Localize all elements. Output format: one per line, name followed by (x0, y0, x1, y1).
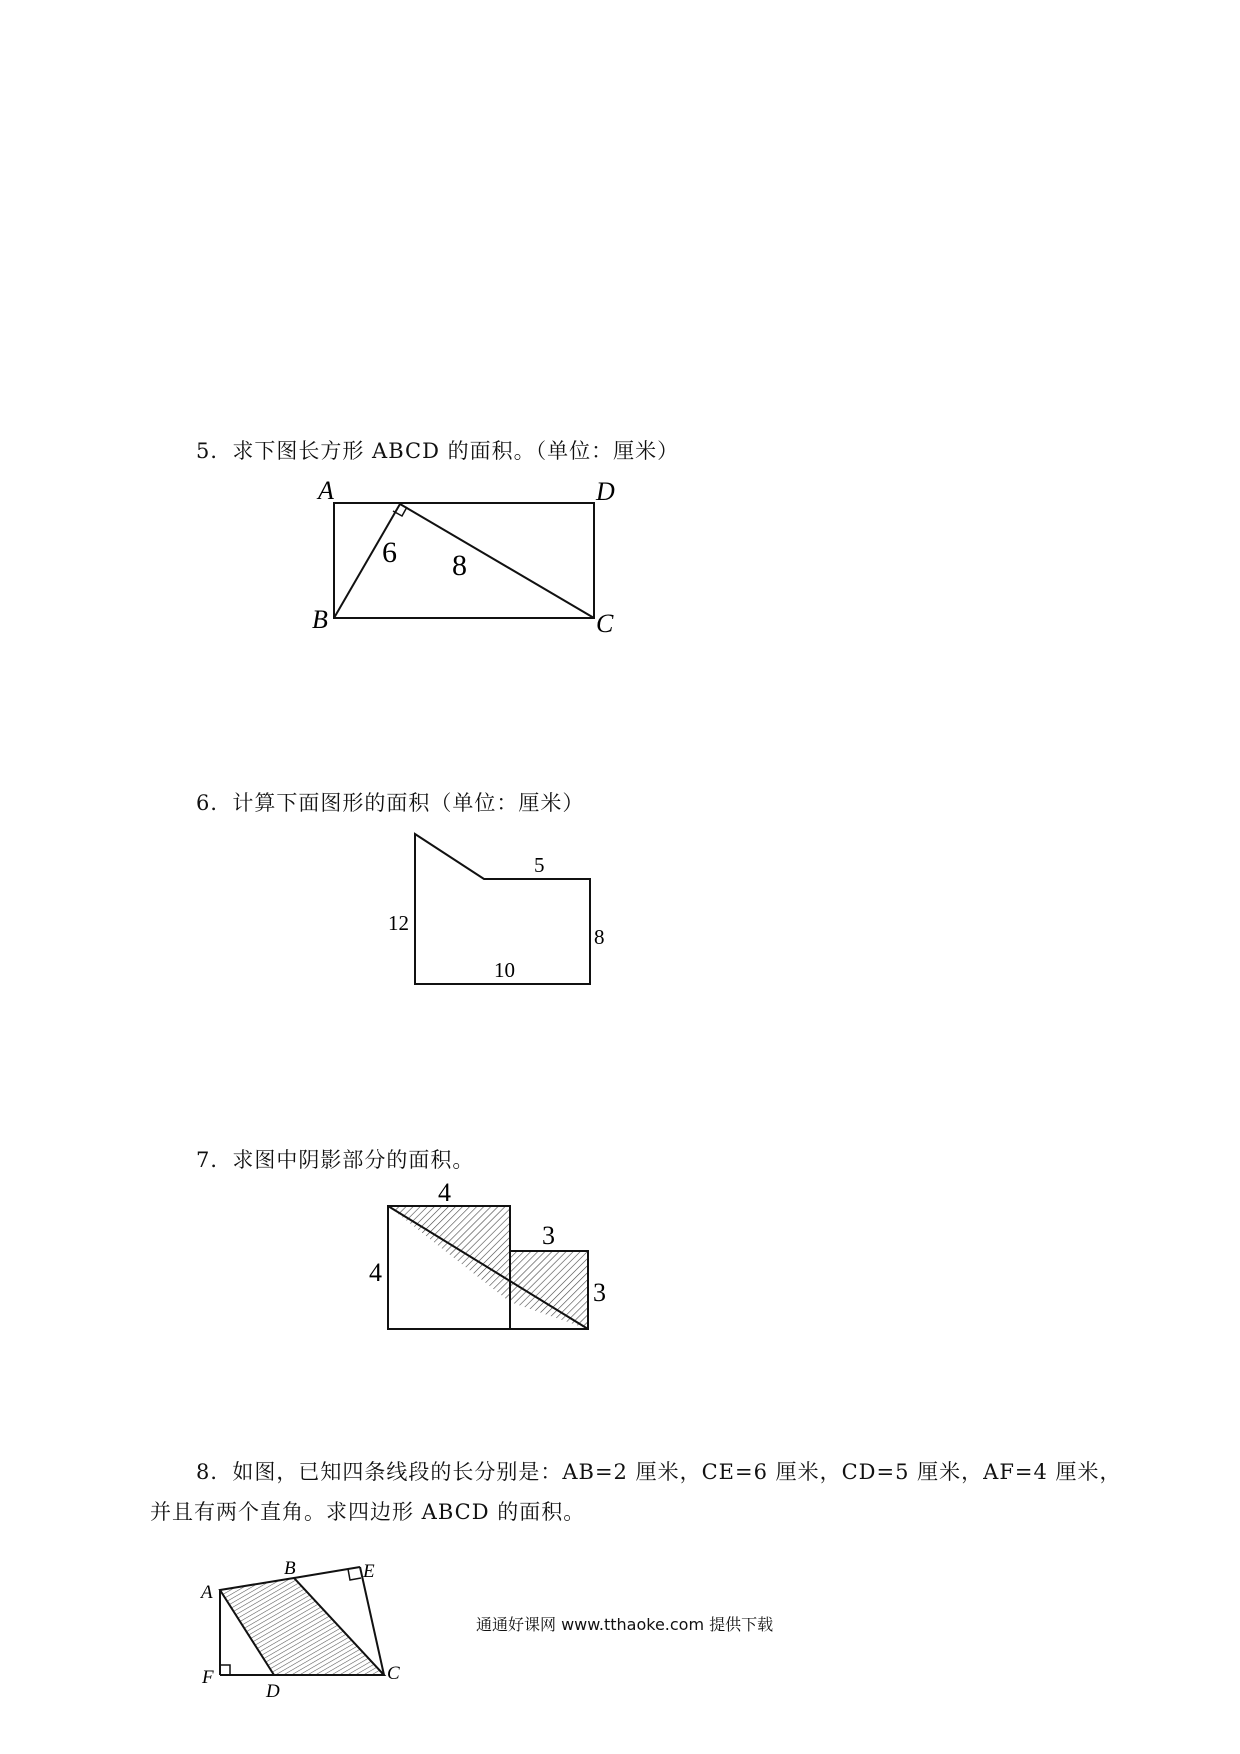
q8-right-angle-E (348, 1569, 361, 1580)
q8-right-angle-F (220, 1665, 230, 1675)
question-8-text-line1: 8．如图，已知四条线段的长分别是：AB=2 厘米，CE=6 厘米，CD=5 厘米，AF=4 厘米， (196, 1460, 1122, 1484)
q7-label-small-top: 3 (542, 1221, 555, 1250)
q5-label-8: 8 (452, 549, 467, 582)
footer-download-note: 通通好课网 www.tthaoke.com 提供下载 (476, 1615, 774, 1634)
q5-label-D: D (596, 477, 615, 506)
question-8-text-line2: 并且有两个直角。求四边形 ABCD 的面积。 (150, 1500, 586, 1524)
q6-label-5: 5 (534, 853, 545, 877)
q7-label-small-right: 3 (593, 1278, 606, 1307)
q8-label-E: E (363, 1561, 375, 1582)
q8-label-F: F (202, 1667, 214, 1688)
q8-label-B: B (284, 1558, 296, 1579)
question-6-text: 6．计算下面图形的面积（单位：厘米） (196, 791, 585, 815)
q5-label-6: 6 (382, 536, 397, 569)
q6-label-10: 10 (494, 958, 515, 982)
q8-segment-BE (294, 1567, 360, 1578)
q8-label-C: C (387, 1663, 400, 1684)
question-5-text: 5．求下图长方形 ABCD 的面积。（单位：厘米） (196, 439, 680, 463)
q5-label-B: B (312, 605, 328, 634)
question-7-text: 7．求图中阴影部分的面积。 (196, 1148, 475, 1172)
q8-label-A: A (201, 1582, 213, 1603)
q5-label-A: A (318, 476, 334, 505)
q7-label-big-top: 4 (438, 1178, 451, 1207)
q6-label-12: 12 (388, 911, 409, 935)
q8-label-D: D (266, 1681, 280, 1702)
q7-label-big-left: 4 (369, 1258, 382, 1287)
q8-quadrilateral-ABCD (220, 1578, 384, 1675)
q5-label-C: C (596, 609, 614, 638)
q6-label-8: 8 (594, 925, 605, 949)
